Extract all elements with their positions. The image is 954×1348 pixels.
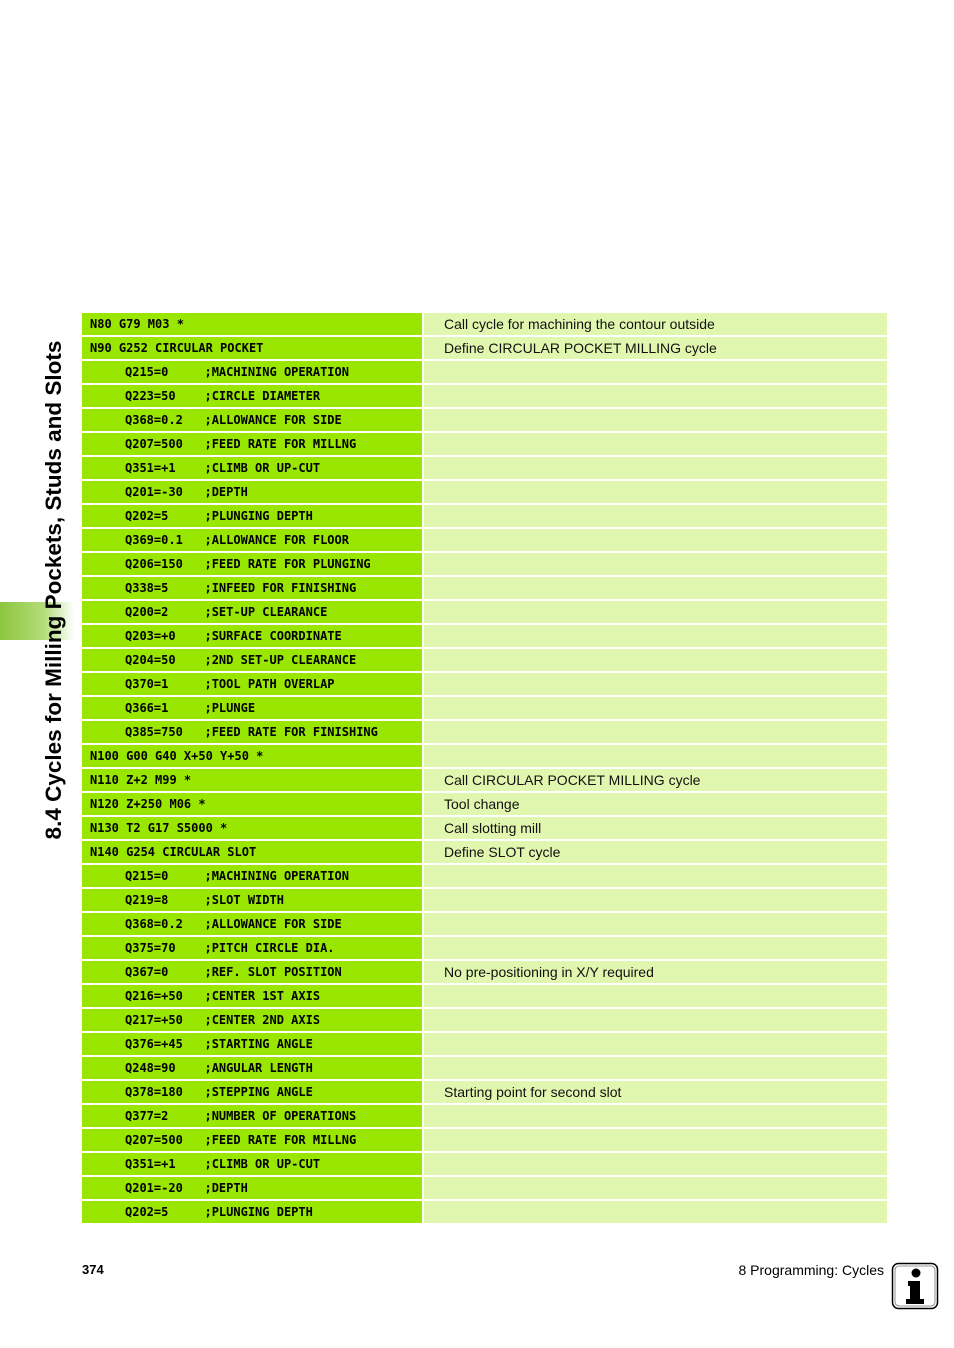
nc-code-cell: Q216=+50 ;CENTER 1ST AXIS (82, 985, 422, 1007)
comment-padding (424, 1009, 444, 1031)
table-row (82, 361, 887, 383)
comment-cell (444, 529, 887, 551)
nc-code-cell: Q207=500 ;FEED RATE FOR MILLNG (82, 433, 422, 455)
comment-padding (424, 697, 444, 719)
nc-code-cell: Q202=5 ;PLUNGING DEPTH (82, 1201, 422, 1223)
comment-padding (424, 529, 444, 551)
nc-code-cell: Q223=50 ;CIRCLE DIAMETER (82, 385, 422, 407)
table-row (82, 433, 887, 455)
comment-padding (424, 985, 444, 1007)
nc-code-cell: N110 Z+2 M99 * (82, 769, 422, 791)
table-row (82, 385, 887, 407)
nc-code-cell: Q200=2 ;SET-UP CLEARANCE (82, 601, 422, 623)
comment-padding (424, 505, 444, 527)
table-row (82, 649, 887, 671)
table-row (82, 601, 887, 623)
nc-code-cell: N130 T2 G17 S5000 * (82, 817, 422, 839)
nc-code-cell: Q351=+1 ;CLIMB OR UP-CUT (82, 1153, 422, 1175)
comment-cell (444, 385, 887, 407)
nc-code-cell: Q207=500 ;FEED RATE FOR MILLNG (82, 1129, 422, 1151)
table-row (82, 985, 887, 1007)
comment-cell (444, 577, 887, 599)
nc-code-cell: N90 G252 CIRCULAR POCKET (82, 337, 422, 359)
table-row (82, 697, 887, 719)
comment-padding (424, 1105, 444, 1127)
nc-code-cell: Q215=0 ;MACHINING OPERATION (82, 865, 422, 887)
table-row (82, 1081, 887, 1103)
comment-padding (424, 1033, 444, 1055)
comment-cell (444, 1177, 887, 1199)
comment-padding (424, 577, 444, 599)
table-row (82, 457, 887, 479)
nc-code-cell: N80 G79 M03 * (82, 313, 422, 335)
info-icon (891, 1262, 939, 1310)
comment-padding (424, 745, 444, 767)
comment-cell (444, 889, 887, 911)
comment-padding (424, 769, 444, 791)
table-row (82, 817, 887, 839)
nc-code-cell: Q368=0.2 ;ALLOWANCE FOR SIDE (82, 409, 422, 431)
nc-code-cell: N120 Z+250 M06 * (82, 793, 422, 815)
comment-cell (444, 1153, 887, 1175)
nc-code-cell: N140 G254 CIRCULAR SLOT (82, 841, 422, 863)
table-row (82, 673, 887, 695)
comment-padding (424, 625, 444, 647)
table-row (82, 841, 887, 863)
nc-code-cell: Q376=+45 ;STARTING ANGLE (82, 1033, 422, 1055)
comment-cell (444, 721, 887, 743)
comment-cell (444, 649, 887, 671)
comment-cell (444, 1009, 887, 1031)
table-row (82, 481, 887, 503)
comment-padding (424, 601, 444, 623)
nc-code-cell: Q201=-20 ;DEPTH (82, 1177, 422, 1199)
nc-code-cell: Q201=-30 ;DEPTH (82, 481, 422, 503)
comment-cell (444, 505, 887, 527)
comment-cell (444, 1201, 887, 1223)
nc-code-cell: Q217=+50 ;CENTER 2ND AXIS (82, 1009, 422, 1031)
table-row (82, 1153, 887, 1175)
comment-cell (444, 673, 887, 695)
nc-code-cell: Q377=2 ;NUMBER OF OPERATIONS (82, 1105, 422, 1127)
table-row (82, 409, 887, 431)
nc-code-cell: Q202=5 ;PLUNGING DEPTH (82, 505, 422, 527)
table-row (82, 889, 887, 911)
nc-code-cell: Q219=8 ;SLOT WIDTH (82, 889, 422, 911)
nc-code-cell: Q378=180 ;STEPPING ANGLE (82, 1081, 422, 1103)
comment-padding (424, 1129, 444, 1151)
table-row (82, 577, 887, 599)
nc-code-cell: Q375=70 ;PITCH CIRCLE DIA. (82, 937, 422, 959)
table-row (82, 1033, 887, 1055)
comment-padding (424, 865, 444, 887)
comment-padding (424, 553, 444, 575)
table-row (82, 865, 887, 887)
comment-padding (424, 1153, 444, 1175)
comment-cell (444, 913, 887, 935)
table-row (82, 1009, 887, 1031)
section-title: 8.4 Cycles for Milling Pockets, Studs and Slots (41, 340, 66, 840)
table-row (82, 1201, 887, 1223)
nc-program-table (82, 313, 887, 1225)
table-row (82, 529, 887, 551)
nc-code-cell: Q366=1 ;PLUNGE (82, 697, 422, 719)
comment-cell (444, 865, 887, 887)
comment-cell (444, 937, 887, 959)
comment-cell: Tool change (444, 793, 887, 815)
comment-cell: Call cycle for machining the contour outside (444, 313, 887, 335)
table-row (82, 769, 887, 791)
comment-padding (424, 385, 444, 407)
nc-code-cell: Q370=1 ;TOOL PATH OVERLAP (82, 673, 422, 695)
nc-code-cell: Q369=0.1 ;ALLOWANCE FOR FLOOR (82, 529, 422, 551)
comment-padding (424, 913, 444, 935)
table-row (82, 793, 887, 815)
comment-padding (424, 961, 444, 983)
comment-padding (424, 337, 444, 359)
comment-padding (424, 793, 444, 815)
nc-code-cell: Q385=750 ;FEED RATE FOR FINISHING (82, 721, 422, 743)
table-row (82, 1057, 887, 1079)
table-row (82, 1105, 887, 1127)
nc-code-cell: Q248=90 ;ANGULAR LENGTH (82, 1057, 422, 1079)
comment-cell (444, 601, 887, 623)
comment-cell: Starting point for second slot (444, 1081, 887, 1103)
comment-padding (424, 1081, 444, 1103)
nc-code-cell: Q338=5 ;INFEED FOR FINISHING (82, 577, 422, 599)
comment-cell (444, 553, 887, 575)
comment-padding (424, 457, 444, 479)
nc-code-cell: N100 G00 G40 X+50 Y+50 * (82, 745, 422, 767)
comment-cell: Call CIRCULAR POCKET MILLING cycle (444, 769, 887, 791)
comment-padding (424, 433, 444, 455)
comment-cell (444, 433, 887, 455)
table-row (82, 961, 887, 983)
table-row (82, 721, 887, 743)
comment-padding (424, 1201, 444, 1223)
table-row (82, 505, 887, 527)
comment-padding (424, 673, 444, 695)
comment-padding (424, 1057, 444, 1079)
comment-padding (424, 313, 444, 335)
comment-cell (444, 1033, 887, 1055)
table-row (82, 913, 887, 935)
nc-code-cell: Q368=0.2 ;ALLOWANCE FOR SIDE (82, 913, 422, 935)
table-row (82, 1177, 887, 1199)
comment-padding (424, 649, 444, 671)
comment-cell (444, 409, 887, 431)
comment-padding (424, 937, 444, 959)
table-row (82, 553, 887, 575)
comment-cell: Define CIRCULAR POCKET MILLING cycle (444, 337, 887, 359)
comment-cell (444, 625, 887, 647)
table-row (82, 313, 887, 335)
comment-cell (444, 361, 887, 383)
table-row (82, 337, 887, 359)
nc-code-cell: Q351=+1 ;CLIMB OR UP-CUT (82, 457, 422, 479)
comment-cell (444, 1129, 887, 1151)
comment-cell: No pre-positioning in X/Y required (444, 961, 887, 983)
table-row (82, 625, 887, 647)
comment-cell (444, 481, 887, 503)
chapter-title: 8 Programming: Cycles (738, 1262, 884, 1278)
table-row (82, 745, 887, 767)
nc-code-cell: Q204=50 ;2ND SET-UP CLEARANCE (82, 649, 422, 671)
nc-code-cell: Q367=0 ;REF. SLOT POSITION (82, 961, 422, 983)
nc-code-cell: Q215=0 ;MACHINING OPERATION (82, 361, 422, 383)
comment-cell (444, 457, 887, 479)
comment-cell (444, 697, 887, 719)
comment-padding (424, 1177, 444, 1199)
comment-padding (424, 841, 444, 863)
comment-padding (424, 361, 444, 383)
comment-cell (444, 1105, 887, 1127)
comment-padding (424, 817, 444, 839)
comment-padding (424, 481, 444, 503)
comment-padding (424, 889, 444, 911)
table-row (82, 1129, 887, 1151)
nc-code-cell: Q203=+0 ;SURFACE COORDINATE (82, 625, 422, 647)
comment-cell (444, 745, 887, 767)
nc-code-cell: Q206=150 ;FEED RATE FOR PLUNGING (82, 553, 422, 575)
comment-cell: Call slotting mill (444, 817, 887, 839)
table-row (82, 937, 887, 959)
comment-cell (444, 985, 887, 1007)
page-number: 374 (82, 1262, 104, 1277)
comment-cell (444, 1057, 887, 1079)
comment-padding (424, 721, 444, 743)
comment-cell: Define SLOT cycle (444, 841, 887, 863)
comment-padding (424, 409, 444, 431)
